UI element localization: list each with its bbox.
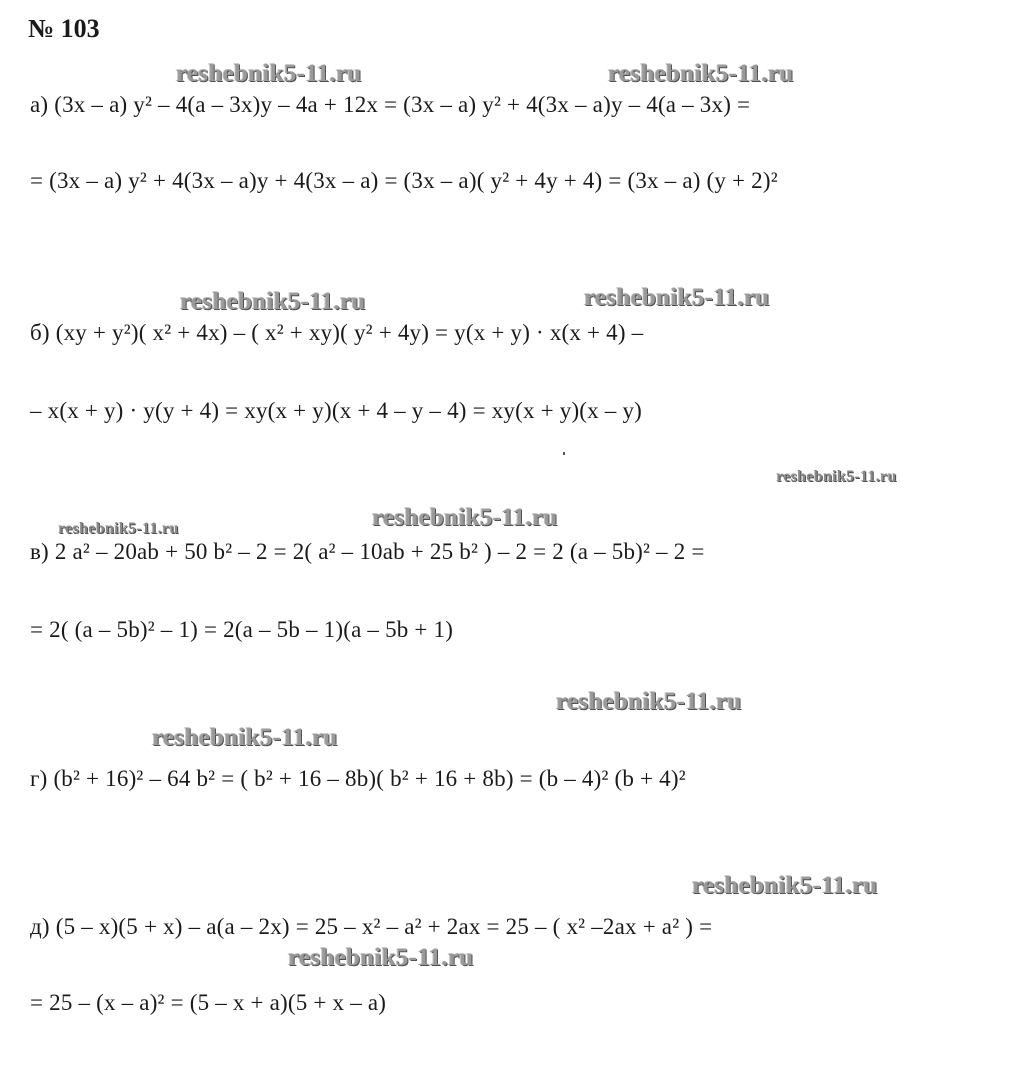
stray-mark [563,452,565,455]
watermark: reshebnik5-11.ru [584,284,770,311]
solution-line-b1: б) (xy + y²)( x² + 4x) – ( x² + xy)( y² + 4y) = y(x + y) · x(x + 4) – [30,320,644,345]
watermark: reshebnik5-11.ru [608,60,794,87]
watermark: reshebnik5-11.ru [556,688,742,715]
solution-line-d1: д) (5 – x)(5 + x) – a(a – 2x) = 25 – x² – a² + 2ax = 25 – ( x² –2ax + a² ) = [30,914,713,939]
watermark: reshebnik5-11.ru [176,60,362,87]
watermark: reshebnik5-11.ru [58,520,179,537]
solution-line-v2: = 2( (a – 5b)² – 1) = 2(a – 5b – 1)(a – 5b + 1) [30,617,454,642]
problem-number: № 103 [28,14,100,43]
watermark: reshebnik5-11.ru [372,504,558,531]
solution-line-v1: в) 2 a² – 20ab + 50 b² – 2 = 2( a² – 10ab + 25 b² ) – 2 = 2 (a – 5b)² – 2 = [30,539,705,564]
solution-line-a2: = (3x – a) y² + 4(3x – a)y + 4(3x – a) = (3x – a)( y² + 4y + 4) = (3x – a) (y + 2)² [30,168,778,193]
solution-line-a1: а) (3x – a) y² – 4(a – 3x)y – 4a + 12x = (3x – a) y² + 4(3x – a)y – 4(a – 3x) = [30,92,751,117]
watermark: reshebnik5-11.ru [776,468,897,485]
solution-line-g1: г) (b² + 16)² – 64 b² = ( b² + 16 – 8b)( b² + 16 + 8b) = (b – 4)² (b + 4)² [30,766,686,791]
solution-line-b2: – x(x + y) · y(y + 4) = xy(x + y)(x + 4 – y – 4) = xy(x + y)(x – y) [30,398,643,423]
watermark: reshebnik5-11.ru [288,944,474,971]
solution-line-d2: = 25 – (x – a)² = (5 – x + a)(5 + x – a) [30,990,387,1015]
watermark: reshebnik5-11.ru [180,288,366,315]
watermark: reshebnik5-11.ru [152,724,338,751]
watermark: reshebnik5-11.ru [692,872,878,899]
